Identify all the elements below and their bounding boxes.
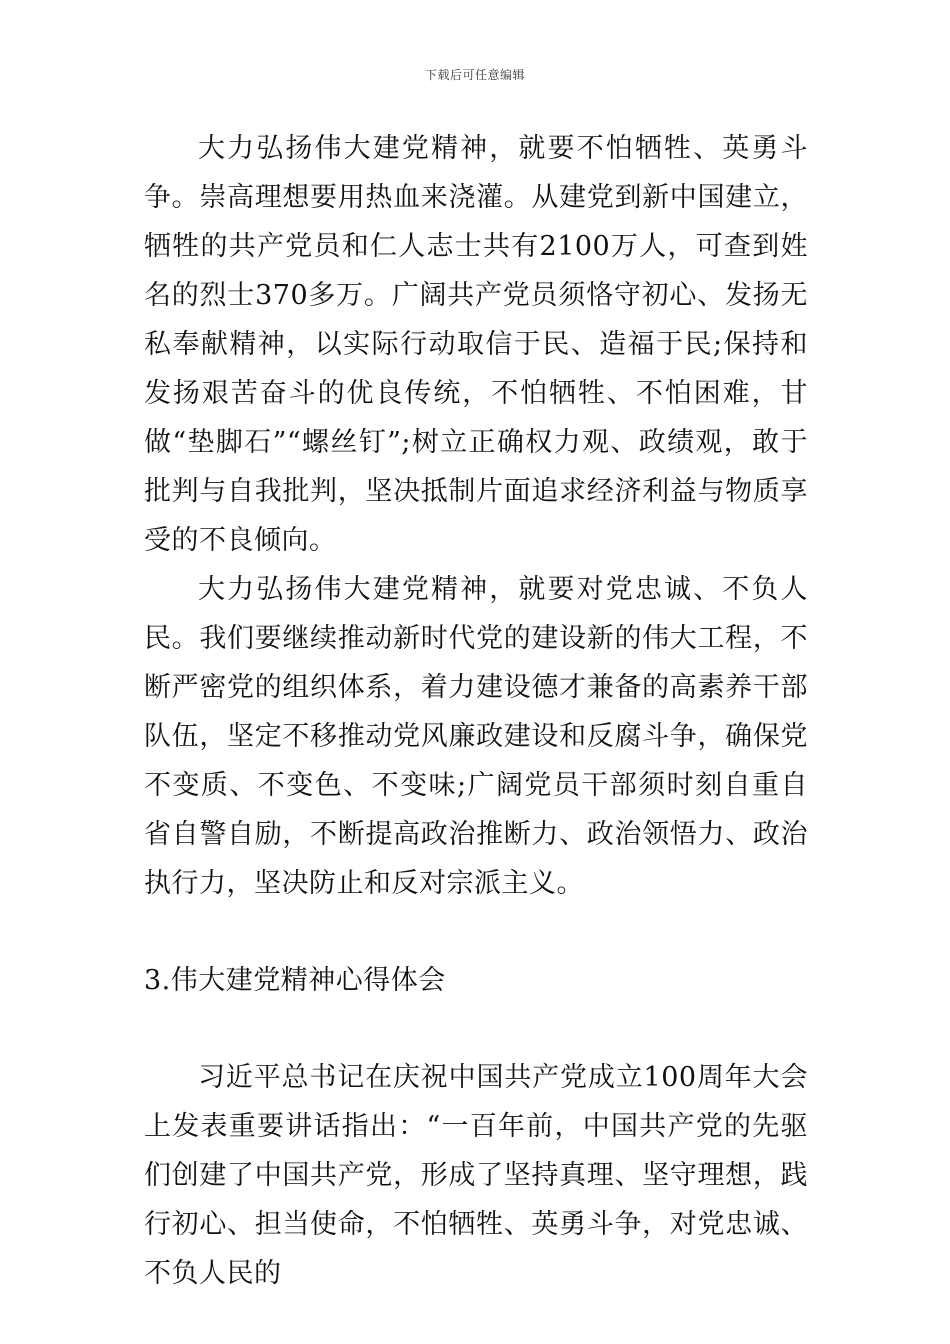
document-body [144, 124, 808, 1298]
paragraph-2: 大力弘扬伟大建党精神，就要对党忠诚、不负人民。我们要继续推动新时代党的建设新的伟大工程，不断严密党的组织体系，着力建设德才兼备的高素养干部队伍，坚定不移推动党风廉政建设和反腐斗争，确保党不变质、不变色、不变味;广阔党员干部须时刻自重自省自警自励，不断提高政治推断力、政治领悟力、政治执行力，坚决防止和反对宗派主义。 [144, 574, 808, 899]
paragraph-1: 大力弘扬伟大建党精神，就要不怕牺牲、英勇斗争。崇高理想要用热血来浇灌。从建党到新中国建立，牺牲的共产党员和仁人志士共有2100万人，可查到姓名的烈士370多万。广阔共产党员须恪守初心、发扬无私奉献精神，以实际行动取信于民、造福于民;保持和发扬艰苦奋斗的优良传统，不怕牺牲、不怕困难，甘做“垫脚石”“螺丝钉”;树立正确权力观、政绩观，敢于批判与自我批判，坚决抵制片面追求经济利益与物质享受的不良倾向。 [144, 133, 808, 556]
paragraph-3: 习近平总书记在庆祝中国共产党成立100周年大会上发表重要讲话指出：“一百年前，中国共产党的先驱们创建了中国共产党，形成了坚持真理、坚守理想，践行初心、担当使命，不怕牺牲、英勇斗争，对党忠诚、不负人民的 [144, 1062, 808, 1289]
header-note: 下载后可任意编辑 [424, 68, 525, 82]
section-heading: 3.伟大建党精神心得体会 [144, 965, 446, 996]
